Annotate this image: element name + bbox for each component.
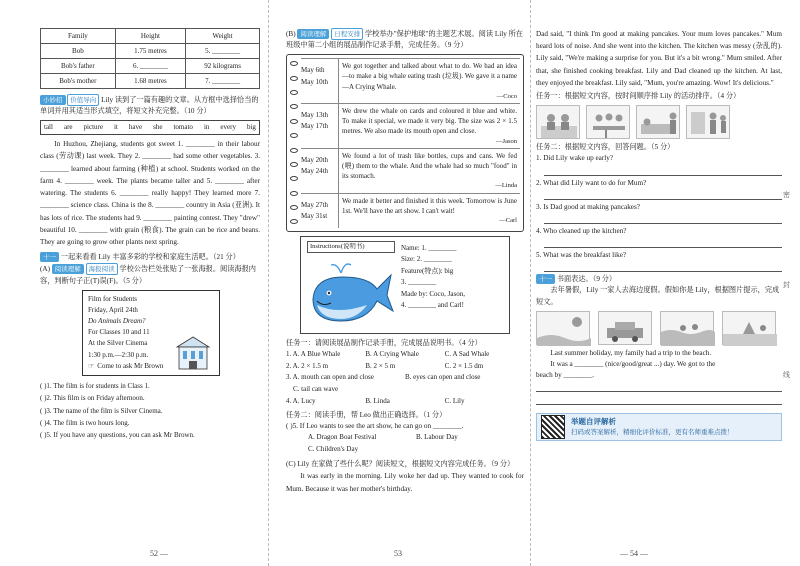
section-badge: 小妙招 xyxy=(40,95,66,105)
entry-dates xyxy=(301,149,339,193)
entry-body xyxy=(339,59,520,103)
section-c-title: (C) Lily 在家做了些什么呢？阅读短文，根据短文内容完成任务。（9 分） xyxy=(286,460,515,469)
section-tag: 价值导向 xyxy=(67,94,99,106)
option-row xyxy=(286,349,524,361)
option-row xyxy=(286,372,524,384)
section-badge: 阅读理解 xyxy=(297,29,329,39)
table-cell: 1.75 metres xyxy=(115,44,185,59)
section-badge: 十一 xyxy=(40,252,59,262)
word: it xyxy=(113,123,118,132)
section-c-text: It was early in the morning. Lily woke her dad up. They wanted to cook for Mum. Because it was her mother's birthday. xyxy=(286,472,524,493)
wake-up-scene-icon xyxy=(637,106,681,140)
page-53 xyxy=(268,0,530,566)
section-label: (B) xyxy=(286,30,296,38)
question: 3. Is Dad good at making pancakes? xyxy=(536,202,640,211)
table-cell: 6. ________ xyxy=(115,59,185,74)
writing-prompt: 去年暑假，Lily 一家人去海边度假。假如你是 Lily，根据图片提示，完成短文。 xyxy=(536,286,780,306)
writing-picture-sun xyxy=(536,311,590,345)
cleaning-scene-icon xyxy=(687,106,731,140)
table-header: Height xyxy=(115,29,185,44)
option-row xyxy=(286,396,524,408)
section-badge: 十一 xyxy=(536,274,555,284)
writing-heading xyxy=(536,274,782,285)
section-a-heading xyxy=(40,263,260,286)
section-title: Lily 读到了一篇有趣的文章。从方框中选择恰当的单词并用其适当形式填空，将短文补充完整。（10 分） xyxy=(40,96,259,116)
entry-text: We drew the whale on cards and coloured it blue and white. To make it special, we made it very big. The size was 2 × 1.5 metres. We also made its mouth open and close. xyxy=(342,107,517,136)
section-title: 学校公告栏处张贴了一张海报。阅读海报内容，判断句子正(T)误(F)。（5 分） xyxy=(40,265,256,285)
entry-date: May 13th xyxy=(301,111,329,120)
instructions-fields xyxy=(401,243,465,312)
poster-line: At the Silver Cinema xyxy=(88,339,148,348)
section-3-heading xyxy=(40,94,260,117)
seal-line-char: 封 xyxy=(783,281,790,289)
entry-dates xyxy=(301,59,339,103)
writing-picture-swim xyxy=(660,311,714,345)
option: B. Labour Day xyxy=(416,433,458,442)
entry-signature: —Carl xyxy=(499,217,517,225)
tf-question: ( )4. The film is two hours long. xyxy=(40,418,130,427)
table-cell: 1.68 metres xyxy=(115,74,185,89)
word: have xyxy=(128,123,143,132)
poster-line: Film for Students xyxy=(88,294,138,303)
entry-dates xyxy=(301,194,339,228)
tf-question: ( )1. The film is for students in Class 1. xyxy=(40,382,150,391)
writing-title: 书面表达。（9 分） xyxy=(556,275,617,284)
entry-dates xyxy=(301,104,339,148)
page-number-text: 53 xyxy=(394,548,402,558)
activity-picture-cooking xyxy=(536,105,580,139)
question: 4. Who cleaned up the kitchen? xyxy=(536,226,627,235)
instructions-title: Instructions(说明书) xyxy=(307,241,395,253)
qr-code-icon[interactable] xyxy=(541,415,565,439)
word: big xyxy=(246,123,256,132)
instructions-line: Made by: Coco, Jason, xyxy=(401,289,465,298)
film-poster xyxy=(82,290,220,376)
cinema-building-icon xyxy=(173,333,213,371)
answer-line[interactable] xyxy=(544,213,782,224)
writing-answer-line[interactable] xyxy=(536,381,782,392)
table-cell: Bob xyxy=(41,44,116,59)
table-cell: 92 kilograms xyxy=(186,59,260,74)
table-header: Weight xyxy=(186,29,260,44)
option-row xyxy=(286,384,524,396)
question: 1. Did Lily wake up early? xyxy=(536,154,614,163)
option: 2. A. 2 × 1.5 m xyxy=(286,361,329,370)
notebook-entry xyxy=(301,58,520,103)
word: tomato xyxy=(173,123,193,132)
option: 4. A. Lucy xyxy=(286,397,316,406)
entry-date: May 20th xyxy=(301,156,329,164)
task2-question: ( )5. If Leo wants to see the art show, he can go on ________. xyxy=(286,422,464,431)
writing-line: beach by ________. xyxy=(536,371,595,380)
answer-line[interactable] xyxy=(544,237,782,248)
option: B. 2 × 5 m xyxy=(365,361,396,370)
task2-title: 任务二：根据短文内容，回答问题。（5 分） xyxy=(536,143,675,152)
notebook-rings xyxy=(290,61,298,224)
option: B. eyes can open and close xyxy=(405,373,481,382)
option: C. Children's Day xyxy=(308,445,359,454)
writing-start: Last summer holiday, my family had a trip to the beach. xyxy=(550,348,712,357)
entry-body xyxy=(339,149,520,193)
table-cell: 7. ________ xyxy=(186,74,260,89)
entry-body xyxy=(339,194,520,228)
qr-text: 扫码或答案解析，精细化评价标准，更有名师重难点拨！ xyxy=(571,428,734,436)
section-label: (A) xyxy=(40,265,50,274)
tf-question: ( )2. This film is on Friday afternoon. xyxy=(40,394,145,403)
qr-banner xyxy=(536,413,782,441)
writing-line: It was a ________ (nice/good/great ...) day. We got to the xyxy=(550,359,716,368)
task2-title: 任务二：阅读手册，帮 Leo 做出正确选择。（1 分） xyxy=(286,411,447,420)
section-title: 学校举办"保护地球"的主题艺术展。阅读 Lily 所在班级中第二小组的展品制作记录手册，完成任务。（9 分） xyxy=(286,30,523,50)
writing-answer-line[interactable] xyxy=(536,394,782,405)
cooking-scene-icon xyxy=(537,106,581,140)
word-bank xyxy=(40,120,260,135)
entry-date: May 31st xyxy=(301,212,328,221)
entry-signature: —Coco xyxy=(496,92,517,100)
record-notebook xyxy=(286,54,524,231)
option: C. tail can wave xyxy=(286,385,339,394)
activity-picture-eating xyxy=(586,105,630,139)
activity-picture-cleaning xyxy=(686,105,730,139)
instructions-line: Feature(特点): big xyxy=(401,266,454,275)
page-52 xyxy=(0,0,268,566)
question: 2. What did Lily want to do for Mum? xyxy=(536,178,647,187)
word: every xyxy=(220,123,236,132)
section-tag: 日程安排 xyxy=(331,28,363,40)
section-b-heading xyxy=(286,28,524,51)
writing-picture-car xyxy=(598,311,652,345)
poster-line: Friday, April 24th xyxy=(88,305,138,314)
instructions-card xyxy=(300,236,510,334)
word: picture xyxy=(83,123,103,132)
writing-pictures xyxy=(536,311,782,345)
section-4-heading xyxy=(40,252,260,263)
cloze-passage: In Huzhou, Zhejiang, students got sweet 1. ________ in their labour class (劳动课) last week. They 2. ________ had some other vegetables. 3. ________ learned about farming (种植) at school. Students worked on the farm 4. ________ week. The plants became taller and 5. ________ after watering. The students 6. ________ really happy! They learned more 7. ________ science class. China is the 8. ________ country in Asia (亚洲). It has lots of rice. The students had 9. ________ painting contest. They "drew" beautiful 10. ________ with grain (粮食). The grain can be rice and beans. They are going to grow other plants next spring. xyxy=(40,140,260,247)
poster-line: 1:30 p.m.—2:30 p.m. xyxy=(88,350,149,359)
question: 5. What was the breakfast like? xyxy=(536,251,627,260)
table-header: Family xyxy=(41,29,116,44)
family-table xyxy=(40,28,260,89)
story-text: Dad said, "I think I'm good at making pancakes. Your mum loves pancakes." Mum heard lots of noise. And she went into the kitchen. The kitchen was messy (杂乱的). Lily said, "We're making a surprise for you. But it's a bit wrong." Mum smiled. After that, she finished cooking breakfast. Lily and Dad cleaned up the kitchen. At last, they enjoyed the breakfast. Lily said, "Mum, you're amazing. Wow! It's delicious." xyxy=(536,30,782,87)
option: C. Lily xyxy=(444,397,465,406)
page-number: — 54 — xyxy=(620,548,648,558)
option: A. Dragon Boat Festival xyxy=(308,433,377,442)
activity-pictures xyxy=(536,105,782,139)
option: 3. A. mouth can open and close xyxy=(286,373,374,382)
instructions-line: 3. ________ xyxy=(401,278,436,287)
tf-question: ( )3. The name of the film is Silver Cinema. xyxy=(40,406,163,415)
table-cell: Bob's mother xyxy=(41,74,116,89)
page-number-text: 54 xyxy=(630,548,638,558)
option: 1. A. A Blue Whale xyxy=(286,349,341,358)
page-number xyxy=(394,548,402,560)
entry-date: May 17th xyxy=(301,122,329,131)
entry-date: May 24th xyxy=(301,167,329,176)
task1-title: 任务一：请阅读展品制作记录手册，完成展品说明书。（4 分） xyxy=(286,338,482,347)
page-number: 52 — xyxy=(150,548,168,558)
option-row xyxy=(286,361,524,373)
entry-date: May 6th xyxy=(301,66,325,75)
word: are xyxy=(63,123,73,132)
breakfast-scene-icon xyxy=(587,106,631,140)
qr-title: 举题自评解析 xyxy=(571,417,616,427)
option: B. A Crying Whale xyxy=(365,349,419,358)
entry-date: May 10th xyxy=(301,77,329,86)
entry-body xyxy=(339,104,520,148)
entry-signature: —Jason xyxy=(496,137,517,145)
seal-line-char: 密 xyxy=(783,191,790,199)
page-number-text: 52 xyxy=(150,548,158,558)
task1-title: 任务一：根据短文内容，按时间顺序排 Lily 的活动排序。（4 分） xyxy=(536,92,741,101)
writing-picture-sand xyxy=(722,311,776,345)
poster-contact: Come to ask Mr Brown xyxy=(97,361,164,370)
instructions-line: Size: 2. ________ xyxy=(401,255,452,264)
entry-text: We got together and talked about what to do. We had an idea—to make a big whale eating trash (垃圾). We gave it a name—A Crying Whale. xyxy=(342,62,517,91)
answer-line[interactable] xyxy=(544,189,782,200)
section-tag: 海报阅读 xyxy=(86,263,118,275)
instructions-line: 4. ________ and Carl! xyxy=(401,301,464,310)
seal-line-char: 线 xyxy=(783,371,790,379)
tf-question: ( )5. If you have any questions, you can ask Mr Brown. xyxy=(40,431,195,440)
activity-picture-waking xyxy=(636,105,680,139)
option-row xyxy=(286,444,524,456)
page-54 xyxy=(530,0,800,566)
swimming-icon xyxy=(661,312,715,346)
entry-date: May 27th xyxy=(301,200,329,209)
notebook-entry xyxy=(301,148,520,193)
word: in xyxy=(203,123,210,132)
section-badge: 阅读理解 xyxy=(52,264,84,274)
option: C. 2 × 1.5 dm xyxy=(444,361,484,370)
whale-illustration xyxy=(307,255,395,331)
word: she xyxy=(153,123,163,132)
notebook-entry xyxy=(301,193,520,228)
option-row xyxy=(286,432,524,444)
pointing-hand-icon: ☞ xyxy=(88,361,95,370)
poster-line: Do Animals Dream? xyxy=(88,317,146,326)
instructions-line: Name: 1. ________ xyxy=(401,243,457,252)
option: C. A Sad Whale xyxy=(444,349,490,358)
answer-line[interactable] xyxy=(544,261,782,272)
poster-line: For Classes 10 and 11 xyxy=(88,328,150,337)
section-title: 一起来看看 Lily 丰富多彩的学校和家庭生活吧。（21 分） xyxy=(60,253,240,262)
option: B. Linda xyxy=(365,397,390,406)
table-cell: Bob's father xyxy=(41,59,116,74)
entry-text: We made it better and finished it this week. Tomorrow is June 1st. We'll have the art show. I can't wait! xyxy=(342,196,517,215)
sandcastle-icon xyxy=(723,312,777,346)
notebook-entry xyxy=(301,103,520,148)
car-icon xyxy=(599,312,653,346)
sun-beach-icon xyxy=(537,312,591,346)
table-cell: 5. ________ xyxy=(186,44,260,59)
answer-line[interactable] xyxy=(544,165,782,176)
word: tall xyxy=(44,123,53,132)
entry-signature: —Linda xyxy=(495,182,517,190)
entry-text: We found a lot of trash like bottles, cups and cans. We fed (喂) them to the whale. And the whale had so much "food" in its stomach. xyxy=(342,152,517,181)
